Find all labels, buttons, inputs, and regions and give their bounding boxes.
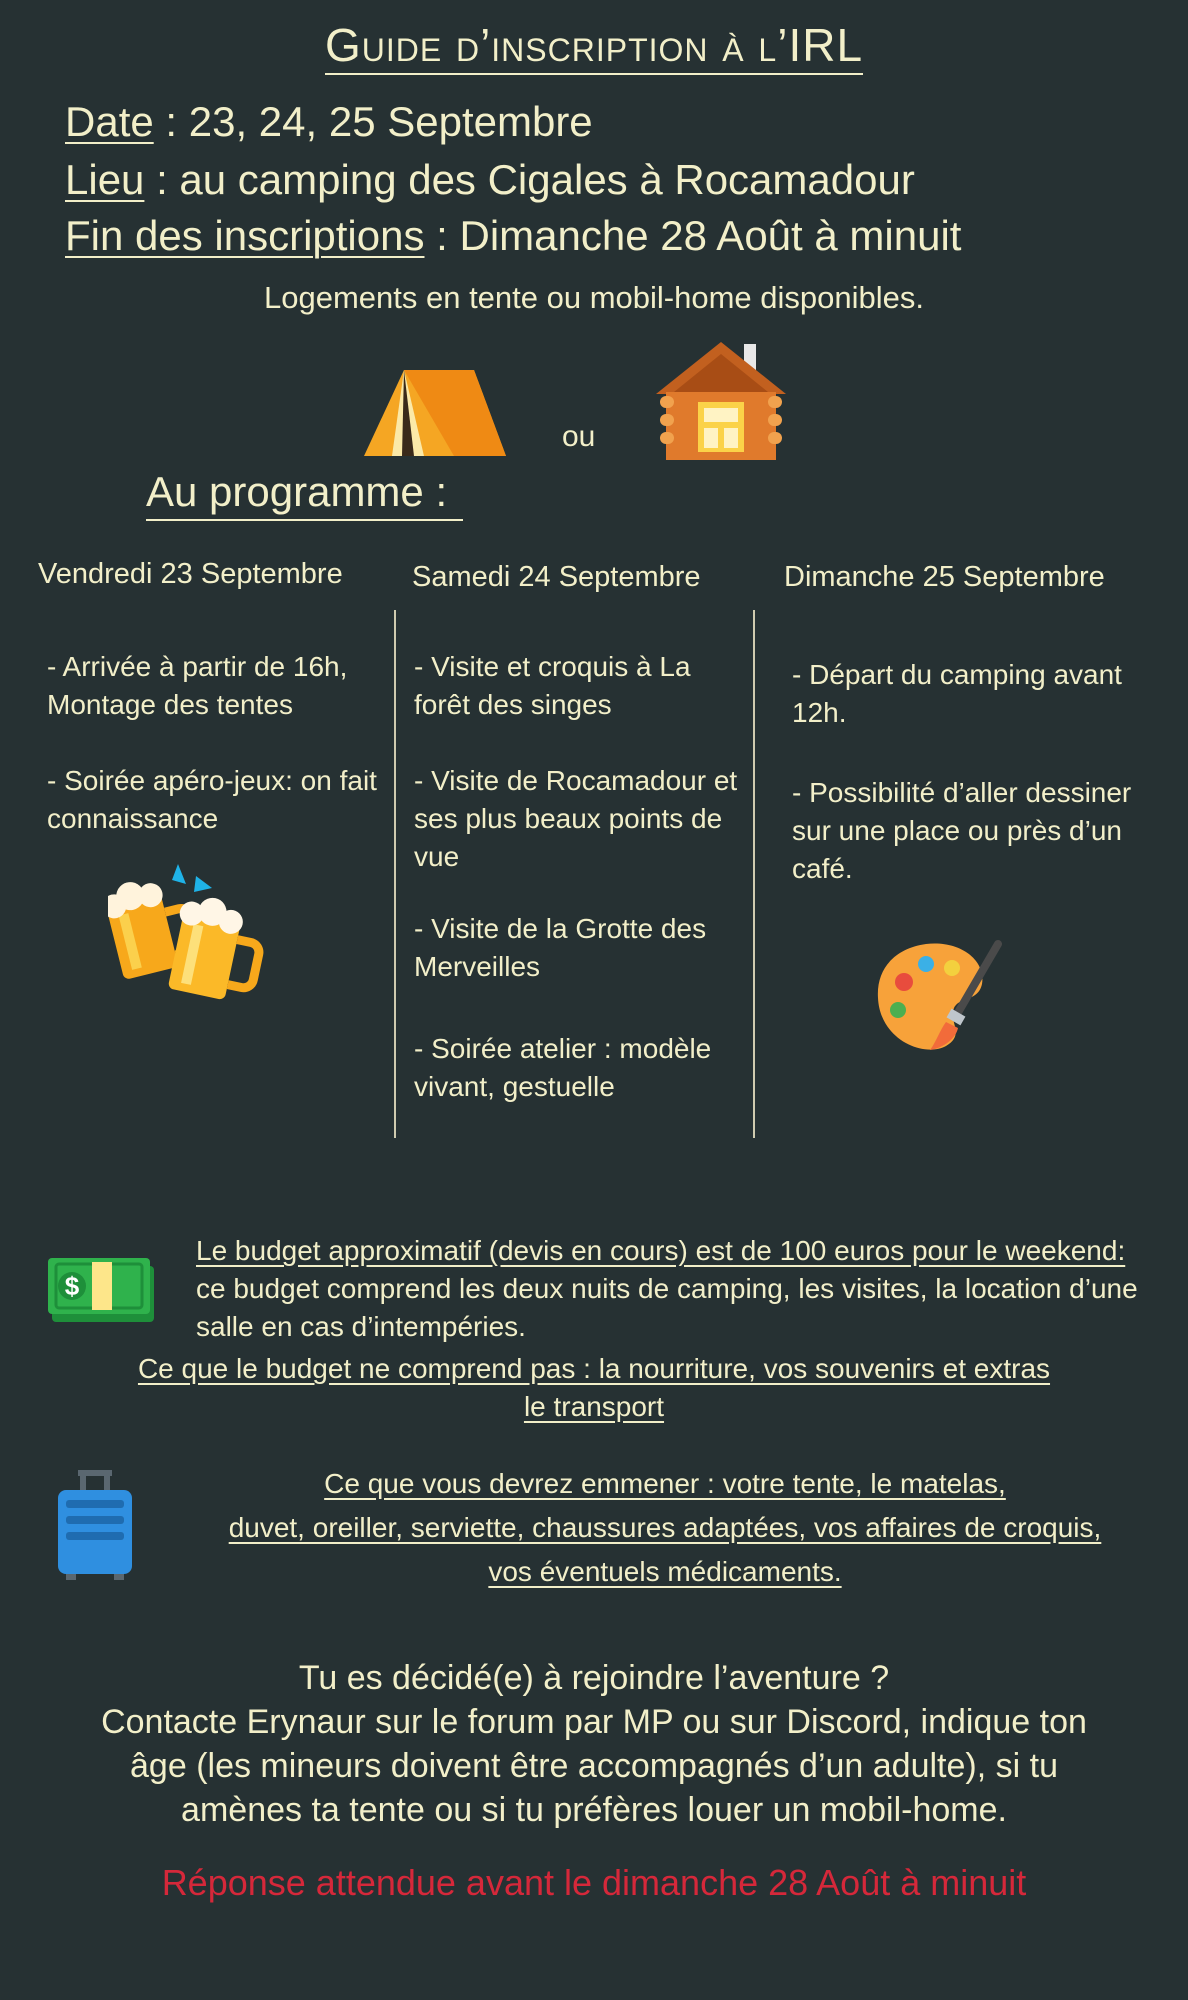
- day-column-saturday: [414, 648, 739, 1144]
- day-header-sunday: Dimanche 25 Septembre: [784, 561, 1105, 593]
- info-date: [65, 98, 593, 146]
- fin-value: : Dimanche 28 Août à minuit: [424, 212, 962, 259]
- footer-line2: Contacte Erynaur sur le forum par MP ou sur Discord, indique ton: [101, 1703, 1087, 1741]
- bring-line3: vos éventuels médicaments.: [488, 1556, 842, 1587]
- day-header-friday: Vendredi 23 Septembre: [38, 558, 343, 590]
- lodging-text: Logements en tente ou mobil-home disponibles.: [263, 280, 925, 315]
- page-title-text: Guide d’inscription à l’IRL: [325, 19, 863, 75]
- info-fin: [65, 212, 961, 260]
- fin-label: Fin des inscriptions: [65, 212, 425, 259]
- list-item: - Visite de Rocamadour et ses plus beaux points de vue: [414, 765, 738, 872]
- deadline-notice: Réponse attendue avant le dimanche 28 Août à minuit: [161, 1862, 1027, 1903]
- svg-text:$: $: [64, 1271, 80, 1301]
- cabin-icon: [656, 336, 786, 464]
- list-item: - Soirée apéro-jeux: on fait connaissance: [47, 765, 377, 834]
- day-header-saturday: Samedi 24 Septembre: [412, 561, 701, 593]
- page-title: [0, 18, 1188, 72]
- footer-line4: amènes ta tente ou si tu préfères louer un mobil-home.: [181, 1791, 1007, 1829]
- date-label: Date: [65, 98, 154, 145]
- lieu-label: Lieu: [65, 156, 145, 203]
- list-item: - Visite et croquis à La forêt des singes: [414, 651, 691, 720]
- beer-mugs-icon: [108, 862, 268, 1012]
- program-title: [146, 468, 463, 516]
- list-item: - Visite de la Grotte des Merveilles: [414, 913, 707, 982]
- ou-text: ou: [562, 420, 596, 453]
- footer-line3: âge (les mineurs doivent être accompagnés d’un adulte), si tu: [130, 1747, 1058, 1785]
- list-item: - Possibilité d’aller dessiner sur une place ou près d’un café.: [792, 777, 1132, 884]
- footer-call-to-action: [0, 1656, 1188, 1832]
- bring-line2: duvet, oreiller, serviette, chaussures adaptées, vos affaires de croquis,: [228, 1512, 1102, 1543]
- budget-excluded-line2: le transport: [523, 1391, 665, 1422]
- budget-details: ce budget comprend les deux nuits de camping, les visites, la location d’une salle en cas d’intempéries.: [196, 1273, 1138, 1342]
- money-icon: [48, 1252, 156, 1324]
- budget-excluded: [0, 1350, 1188, 1426]
- list-item: - Soirée atelier : modèle vivant, gestuelle: [414, 1033, 712, 1102]
- list-item: - Arrivée à partir de 16h, Montage des tentes: [47, 651, 348, 720]
- column-divider: [753, 610, 755, 1138]
- palette-icon: [874, 938, 1006, 1056]
- budget-excluded-line1: Ce que le budget ne comprend pas : la nourriture, vos souvenirs et extras: [137, 1353, 1051, 1384]
- lieu-value: : au camping des Cigales à Rocamadour: [144, 156, 915, 203]
- column-divider: [394, 610, 396, 1138]
- footer-line1: Tu es décidé(e) à rejoindre l’aventure ?: [298, 1659, 890, 1697]
- list-item: - Départ du camping avant 12h.: [792, 659, 1122, 728]
- bring-list: [160, 1462, 1170, 1594]
- info-lieu: [65, 156, 915, 204]
- budget-paragraph: [196, 1232, 1156, 1346]
- luggage-icon: [56, 1470, 134, 1582]
- tent-icon: [364, 366, 506, 458]
- day-column-sunday: [792, 656, 1144, 926]
- bring-line1: Ce que vous devrez emmener : votre tente, le matelas,: [324, 1468, 1006, 1499]
- day-column-friday: [47, 648, 387, 876]
- budget-headline: Le budget approximatif (devis en cours) est de 100 euros pour le weekend:: [196, 1235, 1126, 1266]
- date-value: : 23, 24, 25 Septembre: [153, 98, 593, 145]
- program-title-text: Au programme :: [146, 468, 463, 521]
